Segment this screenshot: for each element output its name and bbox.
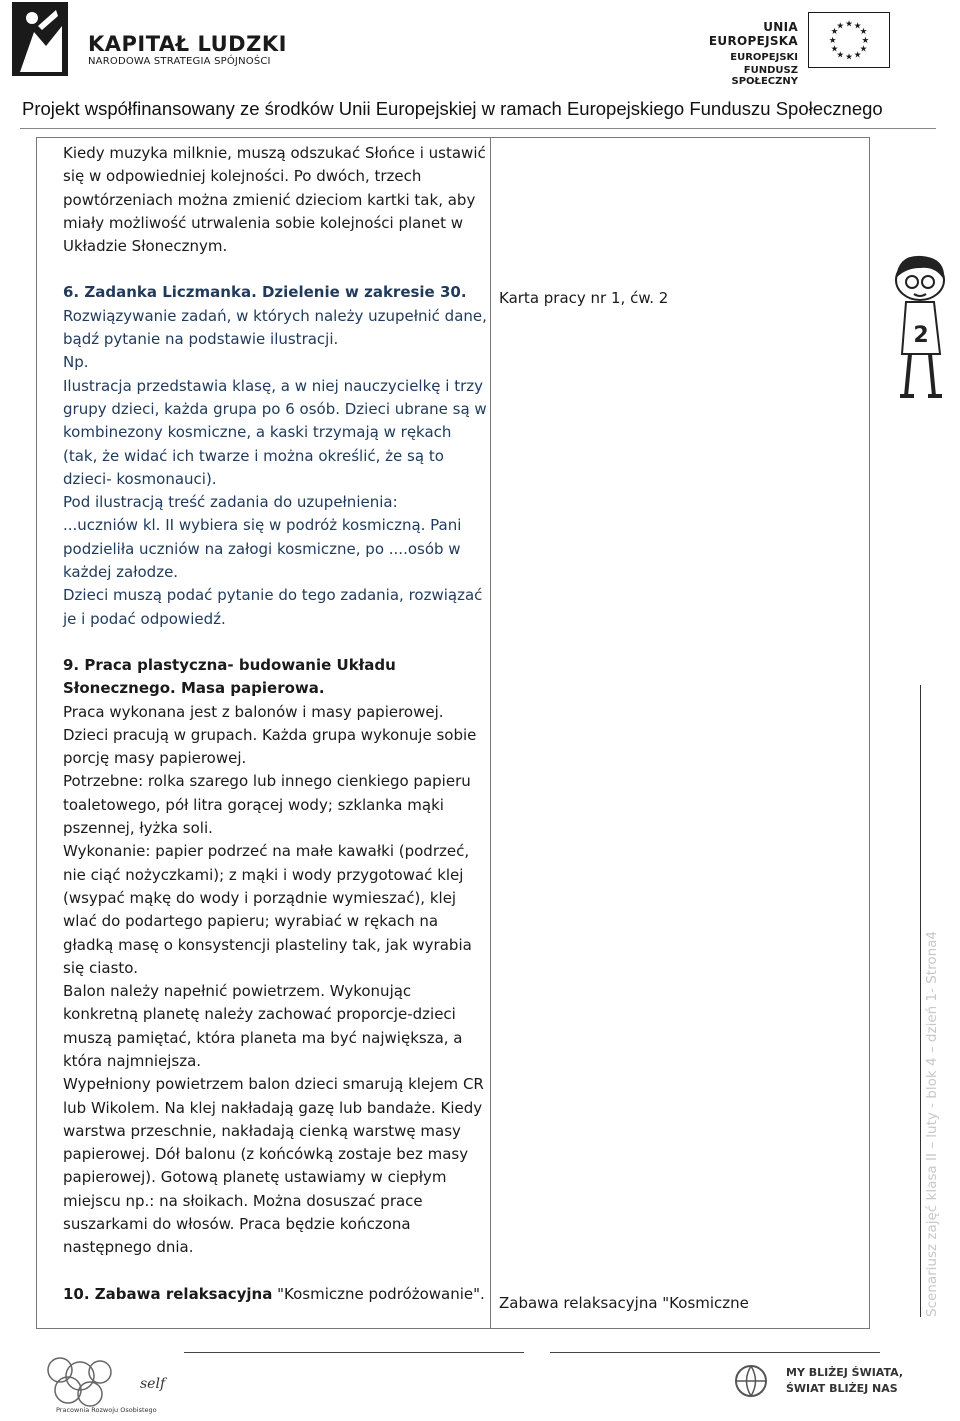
section-6-paragraph-1: Rozwiązywanie zadań, w których należy uzupełnić dane, bądź pytanie na podstawie ilustracji. — [63, 306, 487, 349]
self-logo-text: self — [140, 1376, 166, 1392]
section-6-heading: 6. Zadanka Liczmanka. Dzielenie w zakresie 30. — [63, 283, 467, 302]
section-10-heading — [63, 1283, 487, 1306]
footer-rule-right — [550, 1352, 880, 1353]
eu-line-3: FUNDUSZ SPOŁECZNY — [731, 65, 798, 87]
section-10-heading-rest: "Kosmiczne podróżowanie". — [272, 1284, 485, 1303]
globe-people-icon — [728, 1363, 774, 1399]
section-6-paragraph-5: Dzieci muszą podać pytanie do tego zadania, rozwiązać je i podać odpowiedź. — [63, 586, 483, 628]
svg-text:★: ★ — [853, 50, 862, 61]
section-9-paragraph-6: Wypełniony powietrzem balon dzieci smarują klejem CR lub Wikolem. Na klej nakładają gazę lub bandaże. Kiedy warstwa przeschnie, nakładają cienką warstwę masy papierowej. Dół balonu (z końcówką zostaje bez masy papierowej). Gotową planetę ustawiamy w ciepłym miejscu np.: na słoikach. Można dosuszać prace suszarkami do włosów. Praca będzie kończona następnego dnia. — [63, 1075, 484, 1257]
program-subtitle: NARODOWA STRATEGIA SPÓJNOŚCI — [88, 56, 271, 67]
svg-text:★: ★ — [853, 21, 862, 32]
svg-text:★: ★ — [828, 35, 837, 46]
section-6-example-label: Np. — [63, 353, 89, 372]
svg-text:★: ★ — [830, 44, 839, 55]
eu-line-1: UNIA EUROPEJSKA — [708, 20, 798, 48]
eu-line-2: EUROPEJSKI — [730, 52, 798, 63]
right-cell-zabawa: Zabawa relaksacyjna "Kosmiczne — [499, 1294, 749, 1312]
section-9-paragraph-2: Dzieci pracują w grupach. Każda grupa wykonuje sobie porcję masy papierowej. — [63, 725, 477, 768]
svg-text:★: ★ — [845, 52, 853, 63]
section-6-paragraph-4: ...uczniów kl. II wybiera się w podróż kosmiczną. Pani podzieliła uczniów na załogi kosmiczne, po ....osób w każdej załodze. — [63, 516, 462, 582]
section-9-paragraph-5: Balon należy napełnić powietrzem. Wykonując konkretną planetę należy zachować proporcje-dzieci muszą pamiętać, która planeta ma być największa, a która najmniejsza. — [63, 982, 463, 1070]
motto-line-1: MY BLIŻEJ ŚWIATA, — [786, 1366, 903, 1379]
child-mascot-icon — [888, 250, 958, 402]
section-9-heading: 9. Praca plastyczna- budowanie Układu Słonecznego. Masa papierowa. — [63, 655, 396, 698]
svg-text:★: ★ — [845, 19, 853, 30]
footer-rule-left — [184, 1352, 524, 1353]
motto-line-2: ŚWIAT BLIŻEJ NAS — [786, 1382, 898, 1395]
section-9-paragraph-3: Potrzebne: rolka szarego lub innego cienkiego papieru toaletowego, pół litra gorącej wody; szklanka mąki pszennej, łyżka soli. — [63, 772, 471, 838]
table-column-divider — [490, 137, 491, 1329]
svg-text:★: ★ — [861, 35, 870, 46]
svg-text:★: ★ — [859, 27, 868, 38]
section-6-paragraph-3: Pod ilustracją treść zadania do uzupełnienia: — [63, 493, 398, 512]
kapital-ludzki-logo-icon — [12, 2, 68, 76]
section-9-paragraph-4: Wykonanie: papier podrzeć na małe kawałki (podrzeć, nie ciąć nożyczkami); z mąki i wody przygotować klej (wsypać mąkę do wody i porządnie wymieszać), klej wlać do podartego papieru; wyrabiać w rękach na gładką masę o konsystencji plasteliny tak, jak wyrabia się ciasto. — [63, 842, 472, 977]
svg-text:★: ★ — [830, 27, 839, 38]
table-left-cell — [63, 142, 487, 1306]
intro-paragraph: Kiedy muzyka milknie, muszą odszukać Słońce i ustawić się w odpowiedniej kolejności. Po dwóch, trzech powtórzeniach można zmienić dzieciom kartki tak, aby miały możliwość utrwalenia sobie kolejności planet w Układzie Słonecznym. — [63, 144, 486, 256]
side-footer-rule — [920, 685, 921, 1317]
mascot-number: 2 — [913, 323, 929, 348]
eu-text-block — [684, 20, 798, 87]
svg-text:★: ★ — [859, 44, 868, 55]
section-6-paragraph-2: Ilustracja przedstawia klasę, a w niej nauczycielkę i trzy grupy dzieci, każda grupa po 6 osób. Dzieci ubrane są w kombinezony kosmiczne, a kaski trzymają w rękach (tak, że widać ich twarze i można określić, że są to dzieci- kosmonauci). — [63, 376, 487, 488]
eu-flag-icon — [808, 12, 890, 68]
section-10-heading-bold: 10. Zabawa relaksacyjna — [63, 1284, 273, 1303]
section-9-paragraph-1: Praca wykonana jest z balonów i masy papierowej. — [63, 702, 444, 721]
program-title: KAPITAŁ LUDZKI — [88, 32, 287, 56]
side-footer-text: Scenariusz zajęć klasa II – luty - blok 4 – dzień 1- Strona4 — [924, 930, 940, 1317]
svg-text:★: ★ — [836, 21, 845, 32]
svg-text:★: ★ — [836, 50, 845, 61]
header-divider — [20, 128, 936, 129]
project-cofinancing-line: Projekt współfinansowany ze środków Unii Europejskiej w ramach Europejskiego Funduszu Społecznego — [22, 98, 883, 119]
right-cell-karta-pracy: Karta pracy nr 1, ćw. 2 — [499, 289, 669, 307]
self-caption: Pracownia Rozwoju Osobistego — [56, 1406, 157, 1414]
